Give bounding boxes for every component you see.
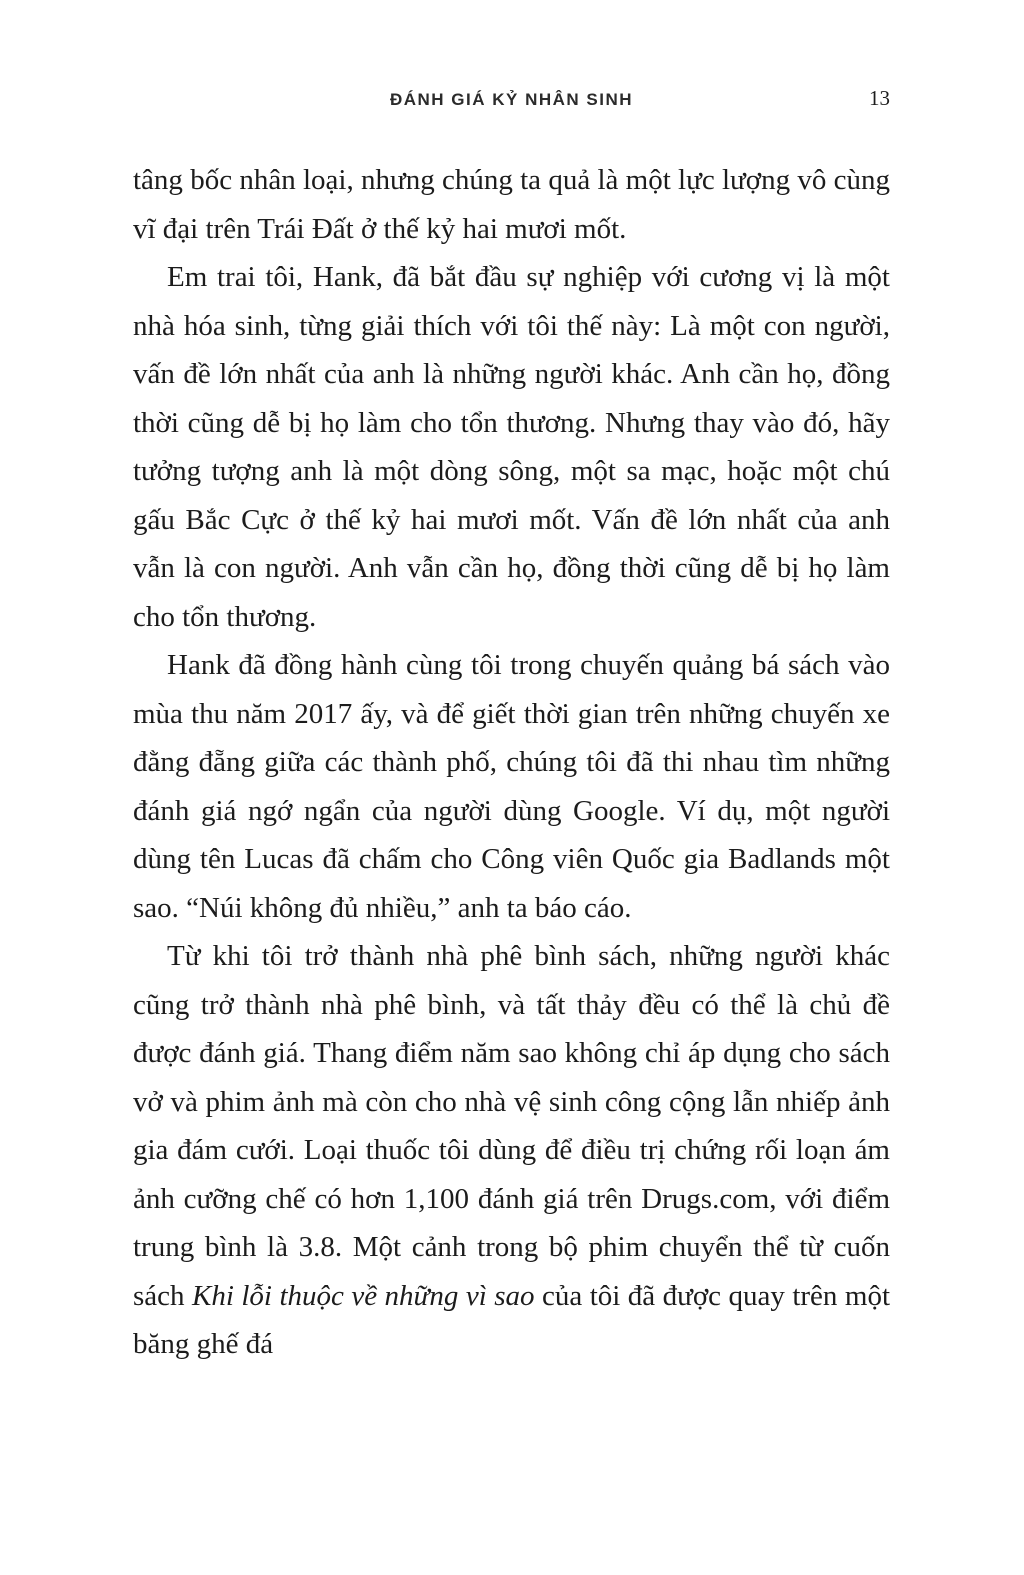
paragraph <box>133 641 890 932</box>
text-run: Từ khi tôi trở thành nhà phê bình sách, những người khác cũng trở thành nhà phê bình, và tất thảy đều có thể là chủ đề được đánh giá. Thang điểm năm sao không chỉ áp dụng cho sách vở và phim ảnh mà còn cho nhà vệ sinh công cộng lẫn nhiếp ảnh gia đám cưới. Loại thuốc tôi dùng để điều trị chứng rối loạn ám ảnh cưỡng chế có hơn 1,100 đánh giá trên Drugs.com, với điểm trung bình là 3.8. Một cảnh trong bộ phim chuyển thể từ cuốn sách <box>133 940 890 1312</box>
text-run: của tôi đã được quay trên một băng ghế đá <box>133 1279 890 1360</box>
page-number: 13 <box>869 86 890 110</box>
page-header <box>133 86 890 116</box>
body-text <box>133 156 890 1369</box>
paragraph <box>133 253 890 641</box>
text-run: Em trai tôi, Hank, đã bắt đầu sự nghiệp với cương vị là một nhà hóa sinh, từng giải thích với tôi thế này: Là một con người, vấn đề lớn nhất của anh là những người khác. Anh cần họ, đồng thời cũng dễ bị họ làm cho tổn thương. Nhưng thay vào đó, hãy tưởng tượng anh là một dòng sông, một sa mạc, hoặc một chú gấu Bắc Cực ở thế kỷ hai mươi mốt. Vấn đề lớn nhất của anh vẫn là con người. Anh vẫn cần họ, đồng thời cũng dễ bị họ làm cho tổn thương. <box>133 261 890 633</box>
text-run: tâng bốc nhân loại, nhưng chúng ta quả là một lực lượng vô cùng vĩ đại trên Trái Đất ở thế kỷ hai mươi mốt. <box>133 164 890 245</box>
running-title: ĐÁNH GIÁ KỶ NHÂN SINH <box>389 90 634 109</box>
book-title-italic: Khi lỗi thuộc về những vì sao <box>192 1279 535 1312</box>
paragraph <box>133 932 890 1369</box>
text-run: Hank đã đồng hành cùng tôi trong chuyến quảng bá sách vào mùa thu năm 2017 ấy, và để giết thời gian trên những chuyến xe đằng đẵng giữa các thành phố, chúng tôi đã thi nhau tìm những đánh giá ngớ ngẩn của người dùng Google. Ví dụ, một người dùng tên Lucas đã chấm cho Công viên Quốc gia Badlands một sao. “Núi không đủ nhiều,” anh ta báo cáo. <box>133 649 890 924</box>
paragraph <box>133 156 890 253</box>
